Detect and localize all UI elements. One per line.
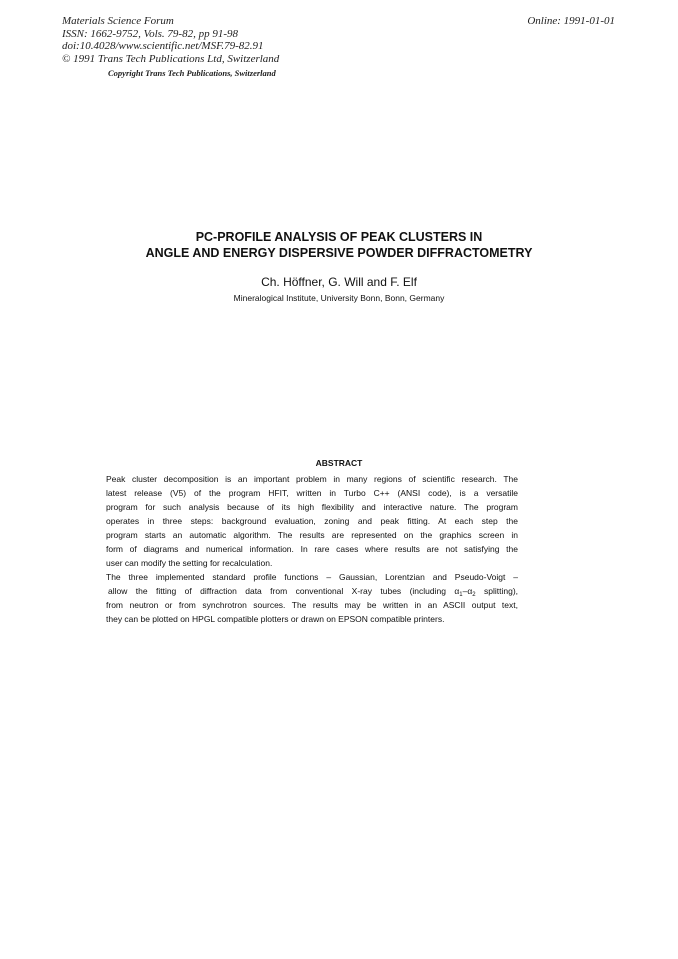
abstract-text: splitting), (475, 586, 518, 596)
abstract-text: allow the fitting of diffraction data from conventional X-ray tubes (including α (108, 586, 460, 596)
abstract-text: –α (462, 586, 473, 596)
journal-name: Materials Science Forum (62, 15, 174, 27)
journal-metadata (62, 15, 279, 65)
online-date: Online: 1991-01-01 (527, 15, 615, 27)
alpha-subscript-1: 1 (459, 592, 463, 598)
issn-line: ISSN: 1662-9752, Vols. 79-82, pp 91-98 (62, 27, 238, 40)
abstract-line: they can be plotted on HPGL compatible plotters or drawn on EPSON compatible printers. (106, 614, 445, 624)
abstract-line: user can modify the setting for recalculation. (106, 558, 273, 568)
abstract-line: latest release (V5) of the program HFIT, written in Turbo C++ (ANSI code), is a versatile (106, 488, 518, 498)
affiliation: Mineralogical Institute, University Bonn, Bonn, Germany (233, 293, 445, 303)
copyright-notice: Copyright Trans Tech Publications, Switzerland (108, 68, 276, 78)
abstract-body (106, 472, 518, 626)
paper-title (0, 229, 678, 261)
abstract-line: form of diagrams and numerical information. In rare cases where results are not satisfying the (106, 544, 518, 554)
abstract-line: The three implemented standard profile functions – Gaussian, Lorentzian and Pseudo-Voigt – (106, 572, 518, 582)
alpha-subscript-2: 2 (472, 592, 476, 598)
abstract-line (106, 584, 518, 598)
abstract-line: operates in three steps: background evaluation, zoning and peak fitting. At each step the (106, 516, 518, 526)
publisher-line: © 1991 Trans Tech Publications Ltd, Switzerland (62, 52, 280, 65)
doi-line: doi:10.4028/www.scientific.net/MSF.79-82.91 (62, 40, 264, 52)
abstract-line: program for such analysis because of its high flexibility and interactive nature. The program (106, 502, 518, 512)
abstract-line: program starts an automatic algorithm. The results are represented on the graphics screen in (106, 530, 518, 540)
abstract-heading: ABSTRACT (315, 458, 363, 468)
abstract-line: Peak cluster decomposition is an important problem in many regions of scientific research. The (106, 474, 518, 484)
title-line-2: ANGLE AND ENERGY DISPERSIVE POWDER DIFFRACTOMETRY (145, 246, 533, 260)
authors: Ch. Höffner, G. Will and F. Elf (261, 275, 417, 289)
title-line-1: PC-PROFILE ANALYSIS OF PEAK CLUSTERS IN (195, 230, 483, 244)
abstract-line: from neutron or from synchrotron sources. The results may be written in an ASCII output text, (106, 600, 518, 610)
